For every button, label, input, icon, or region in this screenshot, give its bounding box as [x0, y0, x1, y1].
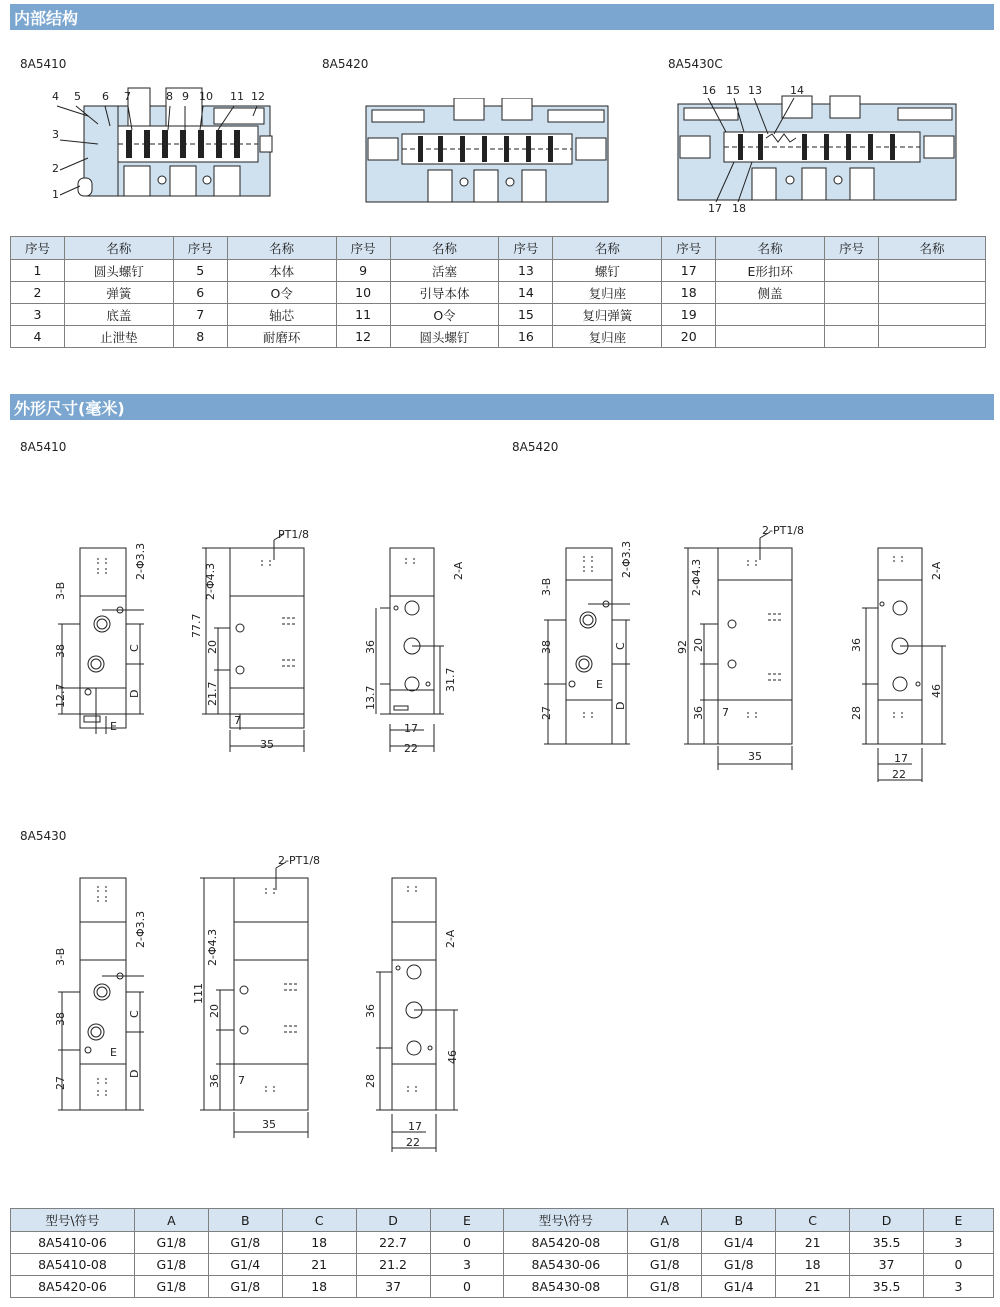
model-label-dim-8a5430: 8A5430	[20, 829, 67, 843]
table-cell	[825, 282, 879, 304]
table-cell: 18	[662, 282, 716, 304]
dim-22: 22	[406, 1136, 420, 1149]
table-cell: 19	[662, 304, 716, 326]
callout-18: 18	[732, 202, 746, 214]
dim-phi43: 2-Φ4.3	[204, 562, 217, 600]
dim-17: 17	[408, 1120, 422, 1133]
table-row	[11, 1232, 994, 1254]
table-cell: 14	[499, 282, 553, 304]
cross-section-8a5420	[362, 98, 612, 208]
cross-section-8a5410	[48, 86, 274, 206]
dim-17: 17	[894, 752, 908, 765]
callout-2: 2	[52, 162, 59, 175]
table-row	[11, 1276, 994, 1298]
callout-13: 13	[748, 84, 762, 97]
dim-7: 7	[722, 706, 729, 719]
callout-3: 3	[52, 128, 59, 141]
table-cell: 21	[776, 1276, 850, 1298]
dim-38: 38	[54, 1012, 67, 1026]
table-cell: 37	[356, 1276, 430, 1298]
dim-7: 7	[238, 1074, 245, 1087]
table-cell: 3	[924, 1232, 994, 1254]
table-cell: 8A5420-08	[504, 1232, 628, 1254]
dim-35: 35	[260, 738, 274, 751]
table-cell: 17	[662, 260, 716, 282]
parts-table	[10, 236, 986, 348]
dim-7: 7	[234, 714, 241, 727]
header-cell: 名称	[64, 237, 173, 260]
dim-c: C	[128, 1010, 141, 1018]
dim-20: 20	[206, 640, 219, 654]
table-row	[11, 260, 986, 282]
callout-16: 16	[702, 84, 716, 97]
table-cell: 圆头螺钉	[64, 260, 173, 282]
dim-38: 38	[540, 640, 553, 654]
dim-17: 17	[404, 722, 418, 735]
table-cell: 8A5430-08	[504, 1276, 628, 1298]
dim-12-7: 12.7	[54, 683, 67, 708]
dim-21-7: 21.7	[206, 681, 219, 706]
dim-phi33: 2-Φ3.3	[134, 910, 147, 948]
table-cell: E形扣环	[716, 260, 825, 282]
table-cell: 引导本体	[390, 282, 499, 304]
table-cell	[879, 282, 986, 304]
callout-4: 4	[52, 90, 59, 103]
header-cell: 名称	[716, 237, 825, 260]
table-cell: 止泄垫	[64, 326, 173, 348]
section-header-internal	[10, 4, 994, 30]
table-cell: 耐磨环	[227, 326, 336, 348]
dim-28: 28	[364, 1074, 377, 1088]
dim-phi43: 2-Φ4.3	[206, 928, 219, 966]
table-cell: 4	[11, 326, 65, 348]
dim-d: D	[128, 1069, 141, 1078]
header-cell: 序号	[173, 237, 227, 260]
table-cell: 5	[173, 260, 227, 282]
table-cell: 10	[336, 282, 390, 304]
table-cell: 复归座	[553, 326, 662, 348]
table-cell: 复归座	[553, 282, 662, 304]
table-cell: 弹簧	[64, 282, 173, 304]
header-cell: 名称	[390, 237, 499, 260]
header-cell: A	[628, 1209, 702, 1232]
dim-111: 111	[192, 983, 205, 1004]
dim-35: 35	[748, 750, 762, 763]
dim-3b: 3-B	[54, 581, 67, 600]
header-cell: D	[356, 1209, 430, 1232]
table-cell: G1/8	[208, 1232, 282, 1254]
dim-phi33: 2-Φ3.3	[134, 542, 147, 580]
table-cell: G1/8	[628, 1254, 702, 1276]
dimension-drawing-8a5410	[44, 520, 484, 760]
header-cell: E	[924, 1209, 994, 1232]
dim-27: 27	[540, 706, 553, 720]
table-cell: 0	[430, 1276, 504, 1298]
table-cell: 18	[282, 1232, 356, 1254]
header-cell: 序号	[336, 237, 390, 260]
table-cell: 16	[499, 326, 553, 348]
dim-2a: 2-A	[444, 929, 457, 948]
section-header-dimensions	[10, 394, 994, 420]
dim-13-7: 13.7	[364, 685, 377, 710]
table-cell: 本体	[227, 260, 336, 282]
table-cell: 螺钉	[553, 260, 662, 282]
dim-22: 22	[892, 768, 906, 781]
dim-46: 46	[930, 684, 943, 698]
dim-20: 20	[208, 1004, 221, 1018]
table-cell: O令	[390, 304, 499, 326]
table-cell	[879, 326, 986, 348]
dim-36: 36	[364, 640, 377, 654]
dim-92: 92	[676, 640, 689, 654]
table-cell	[716, 304, 825, 326]
table-cell: 3	[11, 304, 65, 326]
callout-6: 6	[102, 90, 109, 103]
dim-e: E	[110, 720, 117, 733]
dim-36: 36	[692, 706, 705, 720]
table-cell: 0	[430, 1232, 504, 1254]
table-cell: 6	[173, 282, 227, 304]
callout-9: 9	[182, 90, 189, 103]
dim-pt18: PT1/8	[278, 528, 310, 541]
dim-e: E	[596, 678, 603, 691]
dim-2a: 2-A	[452, 561, 465, 580]
model-label-8a5410: 8A5410	[20, 57, 67, 71]
callout-15: 15	[726, 84, 740, 97]
dim-77-7: 77.7	[190, 613, 203, 638]
dimension-drawing-8a5420	[536, 520, 956, 790]
model-label-dim-8a5420: 8A5420	[512, 440, 559, 454]
table-cell: 21.2	[356, 1254, 430, 1276]
header-cell: B	[208, 1209, 282, 1232]
dim-2a: 2-A	[930, 561, 943, 580]
table-cell: 8A5430-06	[504, 1254, 628, 1276]
table-cell: 8A5410-06	[11, 1232, 135, 1254]
dim-2pt18: 2-PT1/8	[762, 524, 805, 537]
table-cell: 8	[173, 326, 227, 348]
callout-17: 17	[708, 202, 722, 214]
dim-3b: 3-B	[540, 577, 553, 596]
table-cell: 13	[499, 260, 553, 282]
callout-12: 12	[251, 90, 265, 103]
header-cell: C	[776, 1209, 850, 1232]
table-cell: 8A5410-08	[11, 1254, 135, 1276]
dim-d: D	[128, 689, 141, 698]
table-cell: G1/4	[208, 1254, 282, 1276]
table-cell: G1/8	[134, 1254, 208, 1276]
header-cell: A	[134, 1209, 208, 1232]
table-cell: G1/4	[702, 1276, 776, 1298]
dim-3b: 3-B	[54, 947, 67, 966]
table-cell: 2	[11, 282, 65, 304]
parts-header-row	[11, 237, 986, 260]
table-row	[11, 304, 986, 326]
dim-e: E	[110, 1046, 117, 1059]
header-cell: E	[430, 1209, 504, 1232]
callout-11: 11	[230, 90, 244, 103]
dim-27: 27	[54, 1076, 67, 1090]
table-cell: 12	[336, 326, 390, 348]
dim-46: 46	[446, 1050, 459, 1064]
table-row	[11, 326, 986, 348]
section-title-dimensions: 外形尺寸(毫米)	[14, 399, 125, 418]
table-cell: G1/8	[134, 1232, 208, 1254]
header-cell: C	[282, 1209, 356, 1232]
model-label-8a5430c: 8A5430C	[668, 57, 723, 71]
callout-5: 5	[74, 90, 81, 103]
table-cell: 圆头螺钉	[390, 326, 499, 348]
dim-36b: 36	[850, 638, 863, 652]
table-cell: 3	[430, 1254, 504, 1276]
header-cell: D	[850, 1209, 924, 1232]
table-cell: G1/8	[628, 1276, 702, 1298]
dim-22: 22	[404, 742, 418, 755]
table-cell: 18	[776, 1254, 850, 1276]
table-cell: G1/8	[702, 1254, 776, 1276]
table-cell: 底盖	[64, 304, 173, 326]
callout-1: 1	[52, 188, 59, 201]
dim-35: 35	[262, 1118, 276, 1131]
header-cell: 序号	[499, 237, 553, 260]
table-cell: 35.5	[850, 1232, 924, 1254]
callout-14: 14	[790, 84, 804, 97]
callout-7: 7	[124, 90, 131, 103]
cross-section-8a5430c	[672, 84, 962, 214]
table-row	[11, 282, 986, 304]
dim-2pt18: 2-PT1/8	[278, 854, 321, 867]
dim-c: C	[614, 642, 627, 650]
table-cell: 9	[336, 260, 390, 282]
table-cell	[825, 260, 879, 282]
table-cell: 3	[924, 1276, 994, 1298]
section-title-internal: 内部结构	[14, 9, 79, 28]
table-cell: 0	[924, 1254, 994, 1276]
table-row	[11, 1254, 994, 1276]
table-cell: 活塞	[390, 260, 499, 282]
table-cell: O令	[227, 282, 336, 304]
table-cell: 21	[776, 1232, 850, 1254]
dim-31-7: 31.7	[444, 667, 457, 692]
dim-c: C	[128, 644, 141, 652]
table-cell: 21	[282, 1254, 356, 1276]
dim-phi33: 2-Φ3.3	[620, 540, 633, 578]
header-cell: 名称	[227, 237, 336, 260]
table-cell	[879, 260, 986, 282]
callout-10: 10	[199, 90, 213, 103]
header-cell: 序号	[825, 237, 879, 260]
table-cell: 22.7	[356, 1232, 430, 1254]
header-cell: 序号	[11, 237, 65, 260]
table-cell: 复归弹簧	[553, 304, 662, 326]
table-cell	[716, 326, 825, 348]
header-cell: 名称	[879, 237, 986, 260]
table-cell: 侧盖	[716, 282, 825, 304]
spec-header-row	[11, 1209, 994, 1232]
dimension-drawing-8a5430	[44, 850, 484, 1160]
table-cell: 15	[499, 304, 553, 326]
table-cell: 7	[173, 304, 227, 326]
dim-28: 28	[850, 706, 863, 720]
callout-8: 8	[166, 90, 173, 103]
header-cell: B	[702, 1209, 776, 1232]
table-cell: 11	[336, 304, 390, 326]
table-cell	[825, 326, 879, 348]
header-cell: 名称	[553, 237, 662, 260]
dim-36: 36	[208, 1074, 221, 1088]
table-cell: G1/4	[702, 1232, 776, 1254]
model-label-8a5420: 8A5420	[322, 57, 369, 71]
spec-table	[10, 1208, 994, 1298]
table-cell: 18	[282, 1276, 356, 1298]
dim-38: 38	[54, 644, 67, 658]
table-cell: 8A5420-06	[11, 1276, 135, 1298]
header-cell: 型号\符号	[11, 1209, 135, 1232]
table-cell: 20	[662, 326, 716, 348]
dim-d: D	[614, 701, 627, 710]
model-label-dim-8a5410: 8A5410	[20, 440, 67, 454]
table-cell: 1	[11, 260, 65, 282]
dim-phi43: 2-Φ4.3	[690, 558, 703, 596]
table-cell: G1/8	[208, 1276, 282, 1298]
table-cell: 35.5	[850, 1276, 924, 1298]
table-cell: G1/8	[628, 1232, 702, 1254]
dim-20: 20	[692, 638, 705, 652]
header-cell: 型号\符号	[504, 1209, 628, 1232]
dim-36b: 36	[364, 1004, 377, 1018]
table-cell	[825, 304, 879, 326]
table-cell: G1/8	[134, 1276, 208, 1298]
table-cell: 37	[850, 1254, 924, 1276]
table-cell: 轴芯	[227, 304, 336, 326]
table-cell	[879, 304, 986, 326]
header-cell: 序号	[662, 237, 716, 260]
